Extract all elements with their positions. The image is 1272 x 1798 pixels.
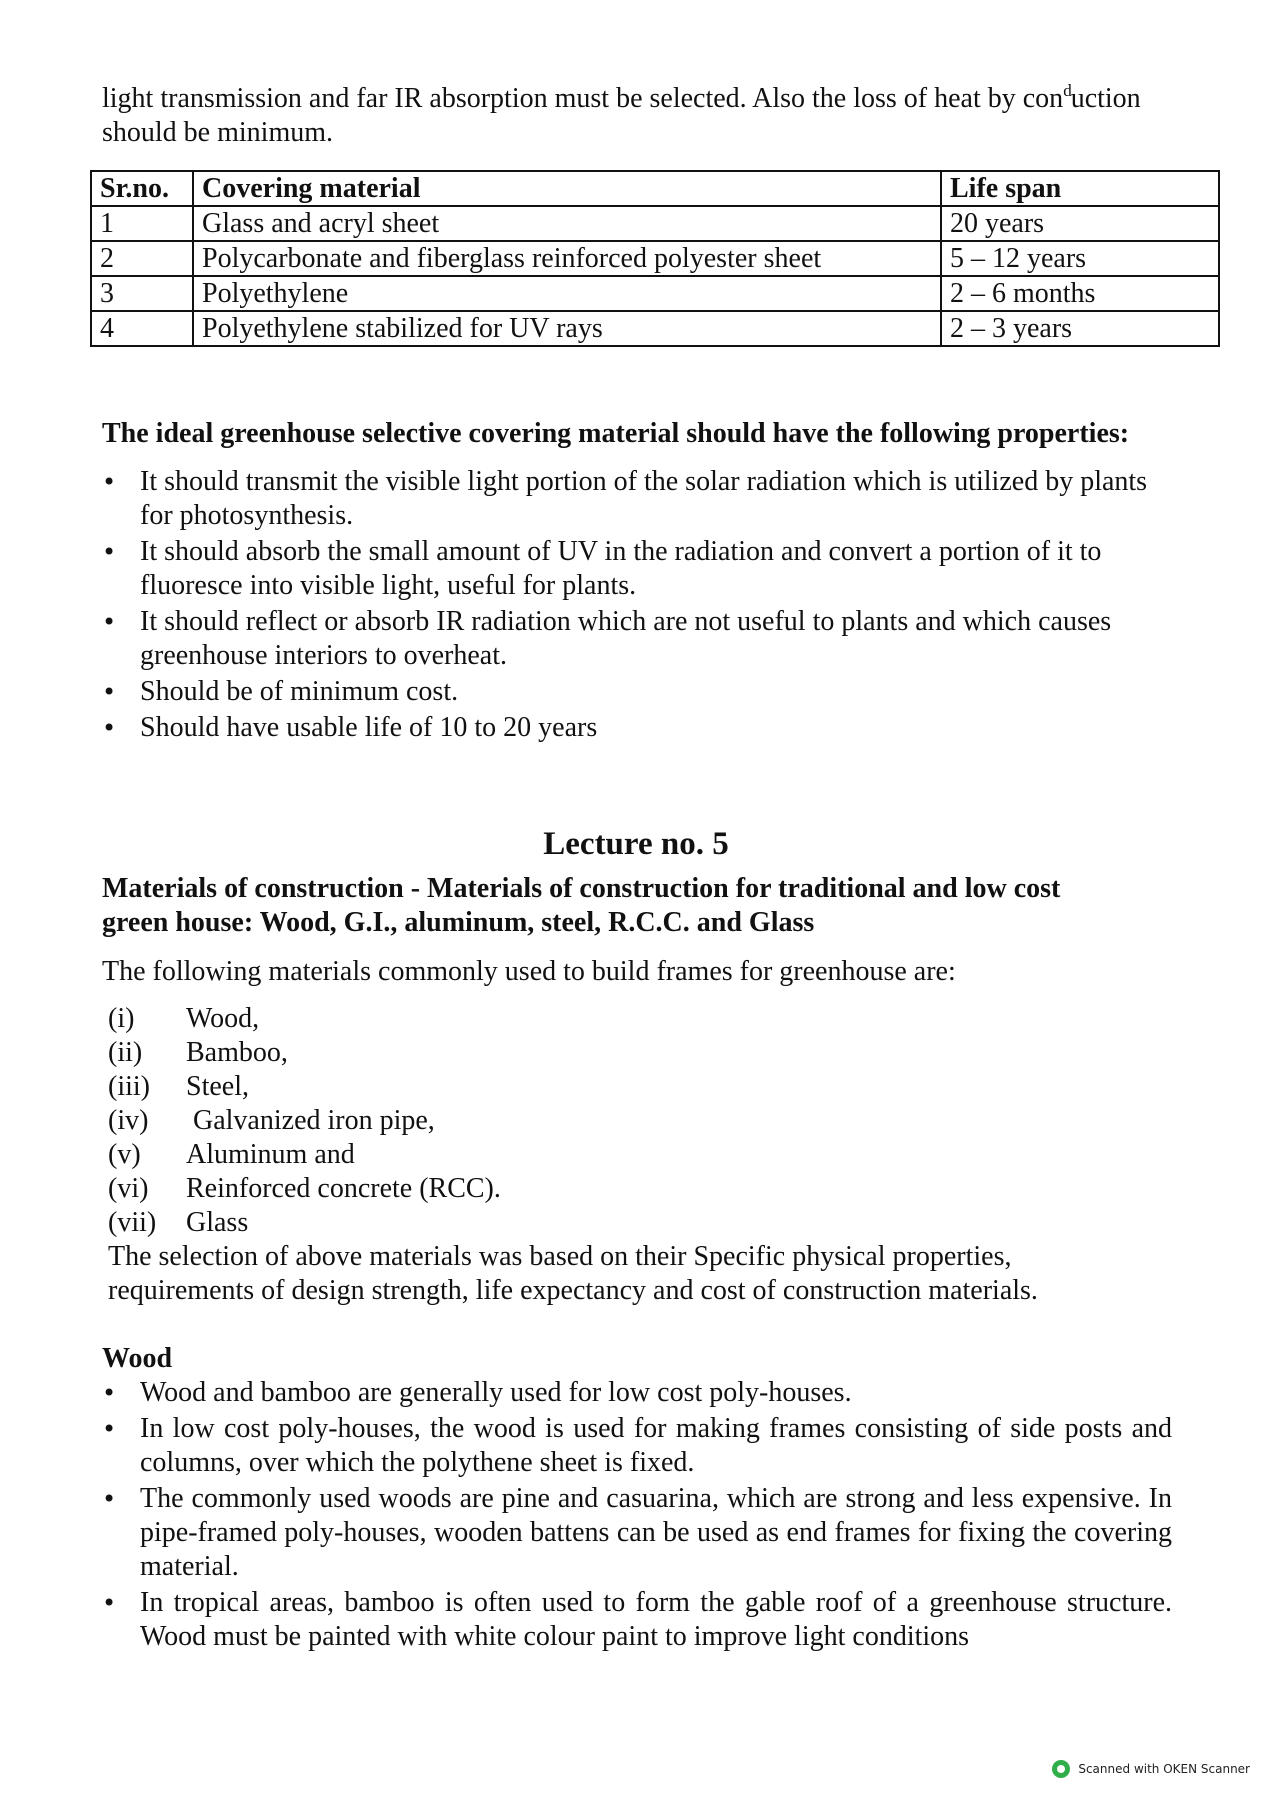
list-item: • In tropical areas, bamboo is often used to form the gable roof of a greenhouse structure. Wood must be painted with white colour paint to improve light conditions [102, 1586, 1172, 1654]
table-row [91, 241, 1219, 276]
table-cell-lifespan: 2 – 3 years [941, 311, 1219, 346]
covering-material-table [90, 170, 1220, 347]
list-item [108, 1172, 501, 1206]
table-cell-lifespan: 20 years [941, 206, 1219, 241]
table-row [91, 276, 1219, 311]
list-item [108, 1002, 501, 1036]
list-item-text: Galvanized iron pipe, [186, 1105, 435, 1136]
list-item-text: Aluminum and [186, 1139, 355, 1170]
intro-line1-a: light transmission and far IR absorption must be selected. Also the loss of heat by con [102, 83, 1064, 114]
materials-selection-paragraph [108, 1240, 1038, 1308]
list-item [108, 1104, 501, 1138]
list-item [108, 1036, 501, 1070]
materials-list [108, 1002, 501, 1240]
intro-line1-b: uction [1070, 83, 1141, 114]
table-cell-srno: 2 [91, 241, 193, 276]
list-item-number: (ii) [108, 1037, 143, 1068]
list-item: • Wood and bamboo are generally used for low cost poly-houses. [102, 1376, 1172, 1410]
intro-line2: should be minimum. [102, 117, 333, 148]
list-item: • Should be of minimum cost. [102, 675, 1172, 709]
list-item-number: (vii) [108, 1207, 157, 1238]
list-item: • The commonly used woods are pine and casuarina, which are strong and less expensive. In pipe-framed poly-houses, wooden battens can be used as end frames for fixing the covering material. [102, 1482, 1172, 1584]
intro-paragraph [102, 74, 1202, 150]
scanner-text: Scanned with OKEN Scanner [1078, 1762, 1250, 1776]
table-header-srno: Sr.no. [91, 171, 193, 206]
list-item: • In low cost poly-houses, the wood is used for making frames consisting of side posts and columns, over which the polythene sheet is fixed. [102, 1412, 1172, 1480]
table-row [91, 206, 1219, 241]
table-cell-material: Polyethylene [193, 276, 941, 311]
materials-lead: The following materials commonly used to build frames for greenhouse are: [102, 956, 956, 987]
list-item-number: (i) [108, 1003, 135, 1034]
table-header-row [91, 171, 1219, 206]
wood-heading: Wood [102, 1343, 173, 1374]
table-header-lifespan: Life span [941, 171, 1219, 206]
table-cell-srno: 1 [91, 206, 193, 241]
table-cell-srno: 3 [91, 276, 193, 311]
list-item-text: Wood, [186, 1003, 260, 1034]
list-item-text: Steel, [186, 1071, 249, 1102]
table-header-material: Covering material [193, 171, 941, 206]
list-item: • It should absorb the small amount of UV in the radiation and convert a portion of it to fluoresce into visible light, useful for plants. [102, 535, 1172, 603]
properties-heading: The ideal greenhouse selective covering material should have the following properties: [102, 418, 1130, 449]
lecture-subtitle-line2: green house: Wood, G.I., aluminum, steel, R.C.C. and Glass [102, 907, 815, 938]
list-item: • Should have usable life of 10 to 20 years [102, 711, 1172, 745]
lecture-subtitle-line1: Materials of construction - Materials of construction for traditional and low cost [102, 873, 1061, 904]
list-item-number: (vi) [108, 1173, 149, 1204]
list-item [108, 1070, 501, 1104]
list-item: • It should reflect or absorb IR radiation which are not useful to plants and which causes greenhouse interiors to overheat. [102, 605, 1172, 673]
table-cell-material: Polycarbonate and fiberglass reinforced polyester sheet [193, 241, 941, 276]
properties-list [102, 465, 1172, 747]
table-cell-material: Glass and acryl sheet [193, 206, 941, 241]
scanner-watermark [1052, 1760, 1250, 1778]
wood-list [102, 1376, 1172, 1656]
list-item [108, 1138, 501, 1172]
list-item-number: (iii) [108, 1071, 150, 1102]
list-item-text: Bamboo, [186, 1037, 288, 1068]
table-row [91, 311, 1219, 346]
list-item-text: Glass [186, 1207, 249, 1238]
list-item-number: (v) [108, 1139, 141, 1170]
list-item-number: (iv) [108, 1105, 149, 1136]
list-item-text: Reinforced concrete (RCC). [186, 1173, 501, 1204]
selection-line1: The selection of above materials was based on their Specific physical properties, [108, 1241, 1012, 1272]
lecture-title: Lecture no. 5 [543, 826, 729, 862]
table-cell-lifespan: 5 – 12 years [941, 241, 1219, 276]
oken-scanner-logo-icon [1052, 1760, 1070, 1778]
lecture-subtitle [102, 872, 1060, 940]
intro-line1-sup: d [1063, 81, 1071, 100]
table-cell-srno: 4 [91, 311, 193, 346]
list-item [108, 1206, 501, 1240]
table-cell-material: Polyethylene stabilized for UV rays [193, 311, 941, 346]
selection-line2: requirements of design strength, life expectancy and cost of construction materials. [108, 1275, 1038, 1306]
list-item: • It should transmit the visible light portion of the solar radiation which is utilized by plants for photosynthesis. [102, 465, 1172, 533]
table-cell-lifespan: 2 – 6 months [941, 276, 1219, 311]
